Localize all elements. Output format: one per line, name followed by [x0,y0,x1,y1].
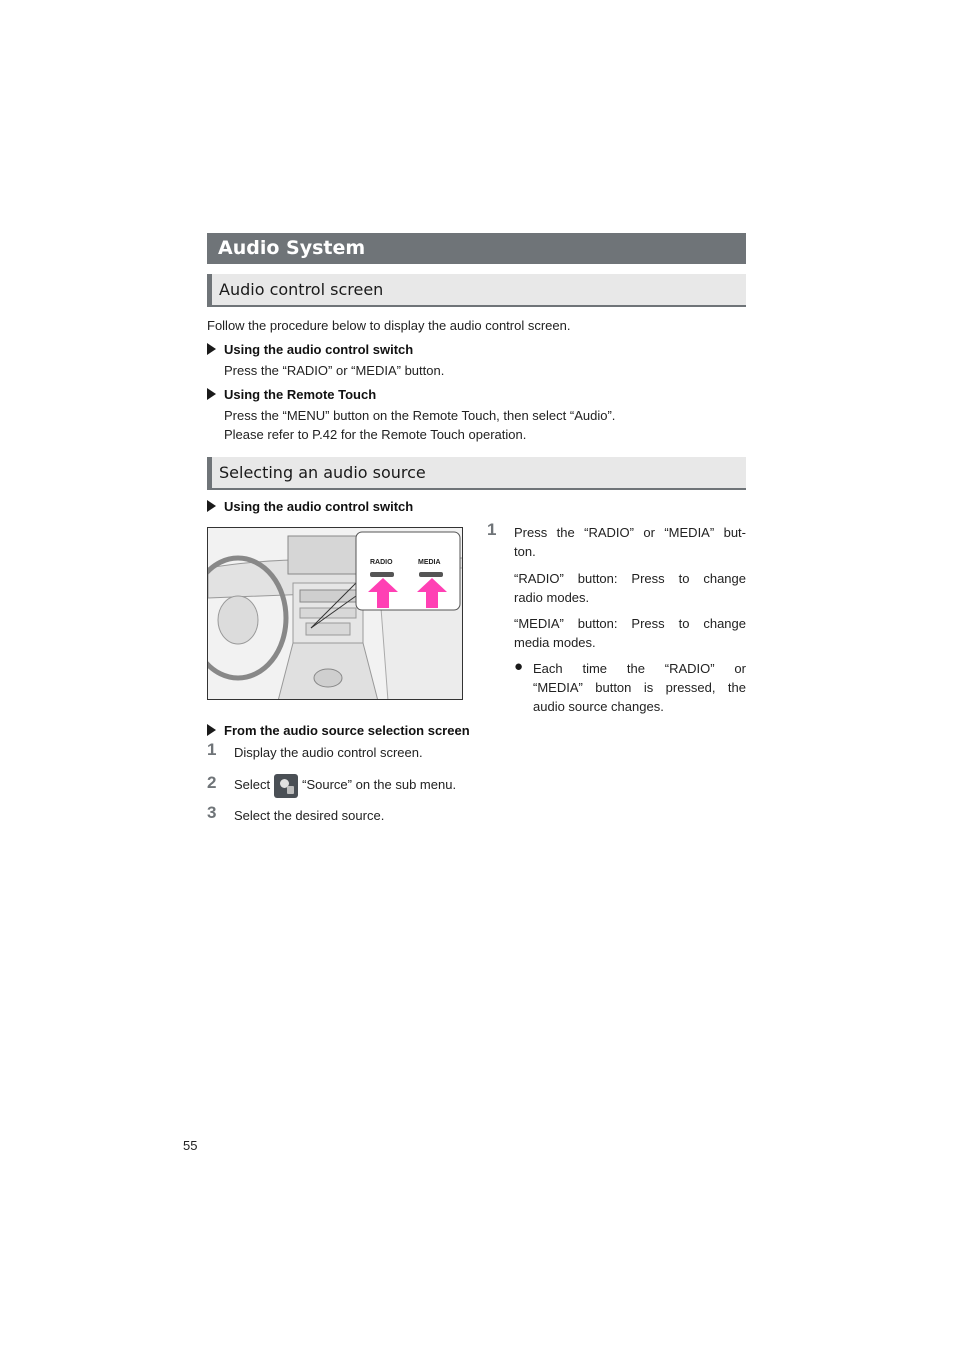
step-number: 1 [487,520,497,539]
arrow-up-icon [417,578,447,608]
item2-text2: Please refer to P.42 for the Remote Touch operation. [224,427,527,442]
section-accent-bar [207,274,212,305]
dashboard-illustration [207,527,463,700]
bullet-icon: ● [514,658,524,675]
step-number: 2 [207,773,217,792]
section-accent-bar [207,457,212,488]
step-number: 1 [207,740,217,759]
subheading-remote-touch: Using the Remote Touch [207,387,376,402]
step-text: Select the desired source. [234,808,385,823]
triangle-bullet-icon [207,388,216,400]
radio-label: RADIO [370,559,393,566]
subheading-source-selection-screen: From the audio source selection screen [207,723,470,738]
section-header-selecting-audio-source [207,457,746,490]
radio-button-description: “RADIO” button: Press to change radio modes. [514,571,746,605]
triangle-bullet-icon [207,500,216,512]
section-title: Selecting an audio source [219,463,426,482]
media-button-description: “MEDIA” button: Press to change media modes. [514,616,746,650]
section-title: Audio control screen [219,280,384,299]
item2-text1: Press the “MENU” button on the Remote Touch, then select “Audio”. [224,408,616,423]
step1-text: Press the “RADIO” or “MEDIA” but- ton. [514,525,746,559]
media-label: MEDIA [418,559,441,566]
chapter-banner: Audio System [207,233,746,264]
triangle-bullet-icon [207,724,216,736]
subheading-audio-control-switch: Using the audio control switch [207,342,413,357]
intro-text: Follow the procedure below to display the audio control screen. [207,318,571,333]
step-text: Select “Source” on the sub menu. [234,773,456,798]
dashboard-drawing [208,528,463,700]
step-number: 3 [207,803,217,822]
triangle-bullet-icon [207,343,216,355]
section-header-audio-control-screen [207,274,746,307]
step-text: Display the audio control screen. [234,745,423,760]
item1-text: Press the “RADIO” or “MEDIA” button. [224,363,445,378]
subheading-audio-control-switch-2: Using the audio control switch [207,499,413,514]
bullet-text: Each time the “RADIO” or “MEDIA” button is pressed, the audio source changes. [533,661,746,714]
source-icon [274,774,298,798]
page-number: 55 [183,1138,198,1153]
arrow-up-icon [368,578,398,608]
